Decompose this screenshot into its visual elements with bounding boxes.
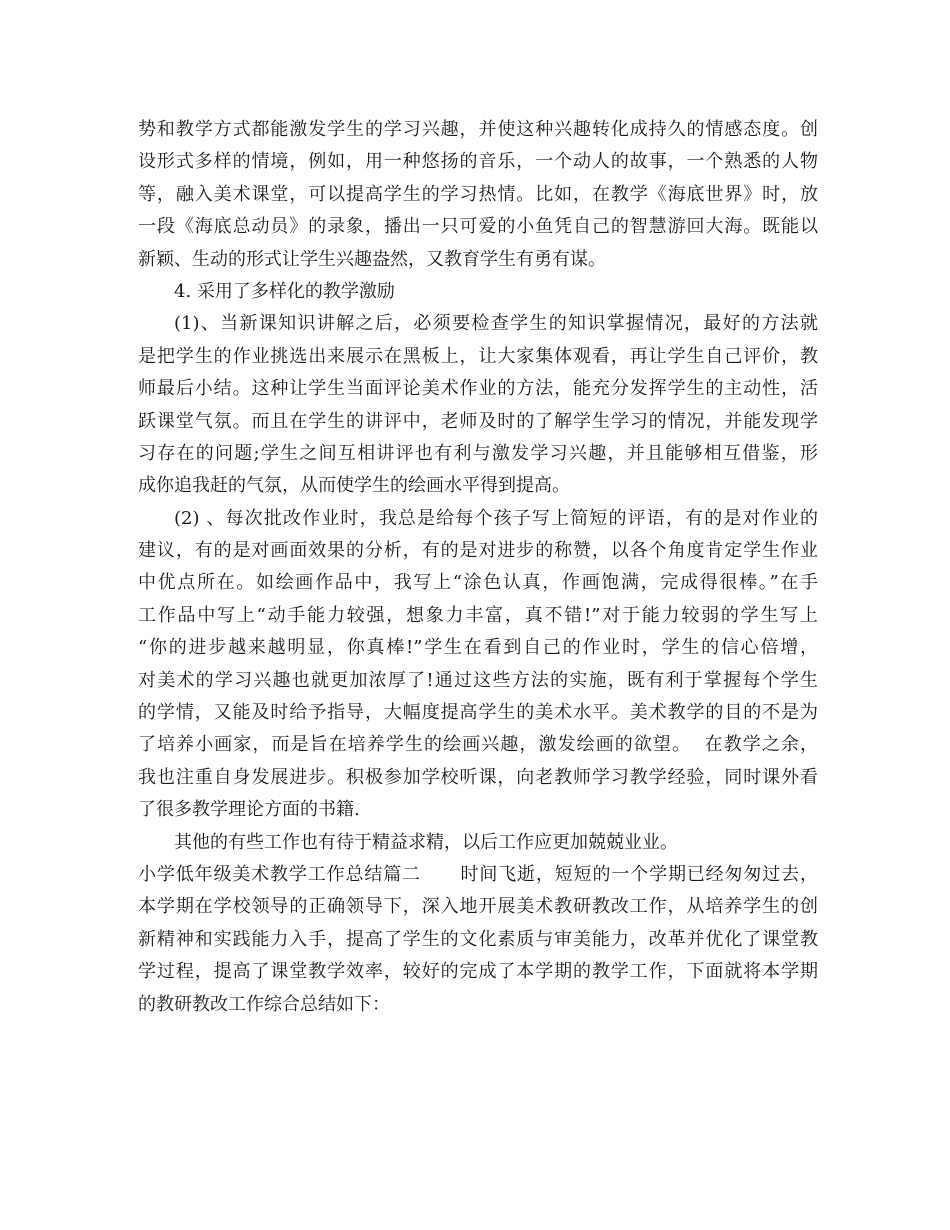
paragraph-p1 xyxy=(138,114,818,276)
text-line: 小学低年级美术教学工作总结篇二 时间飞逝，短短的一个学期已经匆匆过去， xyxy=(138,863,818,885)
text-line: 建议，有的是对画面效果的分析，有的是对进步的称赞，以各个角度肯定学生作业 xyxy=(138,540,818,562)
text-line: 等，融入美术课堂，可以提高学生的学习热情。比如，在教学《海底世界》时，放 xyxy=(138,183,818,205)
text-line: 一段《海底总动员》的录象，播出一只可爱的小鱼凭自己的智慧游回大海。既能以 xyxy=(138,216,818,238)
body-text xyxy=(138,114,818,1021)
paragraph-p2 xyxy=(138,276,818,308)
paragraph-p5 xyxy=(138,827,818,859)
text-line: 势和教学方式都能激发学生的学习兴趣，并使这种兴趣转化成持久的情感态度。创 xyxy=(138,119,818,140)
paragraph-p6 xyxy=(138,859,818,1021)
paragraph-p4 xyxy=(138,503,818,827)
text-line: (1)、当新课知识讲解之后，必须要检查学生的知识掌握情况，最好的方法就 xyxy=(174,313,818,335)
text-line: 的学情，又能及时给予指导，大幅度提高学生的美术水平。美术教学的目的不是为 xyxy=(138,702,818,724)
text-line: 新精神和实践能力入手，提高了学生的文化素质与审美能力，改革并优化了课堂教 xyxy=(138,928,818,950)
text-line: 是把学生的作业挑选出来展示在黑板上，让大家集体观看，再让学生自己评价，教 xyxy=(138,345,818,367)
text-line: 习存在的问题;学生之间互相讲评也有利与激发学习兴趣，并且能够相互借鉴，形 xyxy=(138,442,818,464)
text-line: 了培养小画家，而是旨在培养学生的绘画兴趣，激发绘画的欲望。 在教学之余， xyxy=(138,734,818,756)
text-line: 成你追我赶的气氛，从而使学生的绘画水平得到提高。 xyxy=(138,475,570,497)
text-line: 4. 采用了多样化的教学激励 xyxy=(174,280,395,302)
text-line: 学过程，提高了课堂教学效率，较好的完成了本学期的教学工作，下面就将本学期 xyxy=(138,961,818,983)
text-line: 新颖、生动的形式让学生兴趣盎然，又教育学生有勇有谋。 xyxy=(138,248,606,270)
text-line: (2) 、每次批改作业时，我总是给每个孩子写上简短的评语，有的是对作业的 xyxy=(174,507,818,529)
text-line: 工作品中写上“动手能力较强，想象力丰富，真不错!”对于能力较弱的学生写上 xyxy=(138,604,818,626)
text-line: 中优点所在。如绘画作品中，我写上“涂色认真，作画饱满，完成得很棒。”在手 xyxy=(138,572,818,594)
text-line: 我也注重自身发展进步。积极参加学校听课，向老教师学习教学经验，同时课外看 xyxy=(138,766,818,788)
text-line: 师最后小结。这种让学生当面评论美术作业的方法，能充分发挥学生的主动性，活 xyxy=(138,378,818,400)
text-line: 跃课堂气氛。而且在学生的讲评中，老师及时的了解学生学习的情况，并能发现学 xyxy=(138,410,818,432)
text-line: 对美术的学习兴趣也就更加浓厚了!通过这些方法的实施，既有利于掌握每个学生 xyxy=(138,669,818,691)
text-line: 了很多教学理论方面的书籍. xyxy=(138,799,360,821)
text-line: “你的进步越来越明显，你真棒!”学生在看到自己的作业时，学生的信心倍增， xyxy=(138,637,818,659)
paragraph-p3 xyxy=(138,308,818,502)
text-line: 设形式多样的情境，例如，用一种悠扬的音乐，一个动人的故事，一个熟悉的人物 xyxy=(138,151,818,173)
text-line: 其他的有些工作也有待于精益求精，以后工作应更加兢兢业业。 xyxy=(174,831,678,853)
text-line: 本学期在学校领导的正确领导下，深入地开展美术教研教改工作，从培养学生的创 xyxy=(138,896,818,918)
text-line: 的教研教改工作综合总结如下： xyxy=(138,993,390,1015)
